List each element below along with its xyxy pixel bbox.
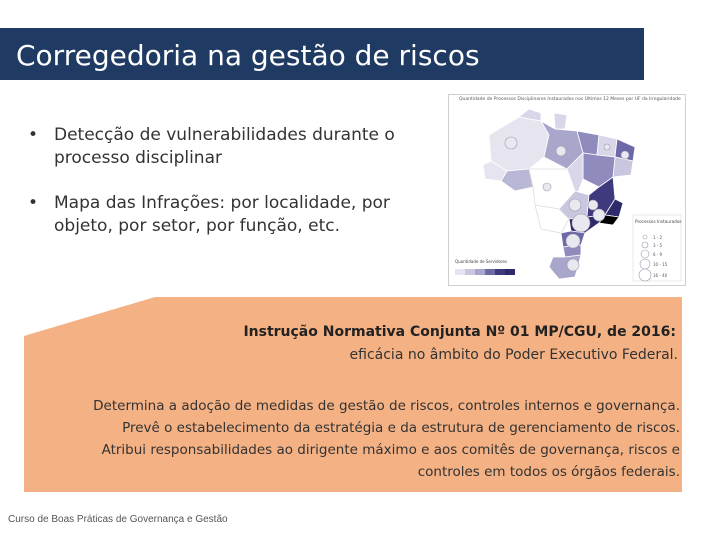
bullet-text: Detecção de vulnerabilidades durante o processo disciplinar: [54, 125, 395, 168]
color-legend-title: Quantidade de Servidores: [455, 259, 508, 264]
bubble-legend-value: 10 - 15: [653, 262, 668, 267]
body-line: Prevê o estabelecimento da estratégia e da estrutura de gerenciamento de riscos.: [122, 420, 680, 436]
instruction-title: Instrução Normativa Conjunta Nº 01 MP/CGU, de 2016:: [243, 324, 676, 340]
body-line: Determina a adoção de medidas de gestão de riscos, controles internos e governança.: [93, 398, 680, 414]
bullet-text: Mapa das Infrações: por localidade, por objeto, por setor, por função, etc.: [54, 193, 390, 236]
bullet-dot-icon: •: [28, 193, 39, 213]
footer-text: Curso de Boas Práticas de Governança e Gestão: [8, 514, 228, 525]
instruction-body: [40, 395, 680, 483]
bubble-legend-value: 16 - 40: [653, 273, 668, 278]
bullet-dot-icon: •: [28, 125, 39, 145]
body-line: Atribui responsabilidades ao dirigente máximo e aos comitês de governança, riscos e: [101, 442, 680, 458]
bubble-legend-value: 1 - 2: [653, 235, 663, 240]
bubble-legend-value: 6 - 9: [653, 252, 663, 257]
instruction-subtitle: eficácia no âmbito do Poder Executivo Federal.: [349, 347, 678, 363]
bubble-legend-title: Processos Instaurados: [635, 219, 682, 224]
map-title: Quantidade de Processos Disciplinares Instaurados nos Últimos 12 Meses por UF da Irregularidade: [459, 97, 681, 102]
bubble-legend-value: 3 - 5: [653, 243, 663, 248]
body-line: controles em todos os órgãos federais.: [417, 464, 680, 480]
slide-title: Corregedoria na gestão de riscos: [16, 39, 480, 72]
